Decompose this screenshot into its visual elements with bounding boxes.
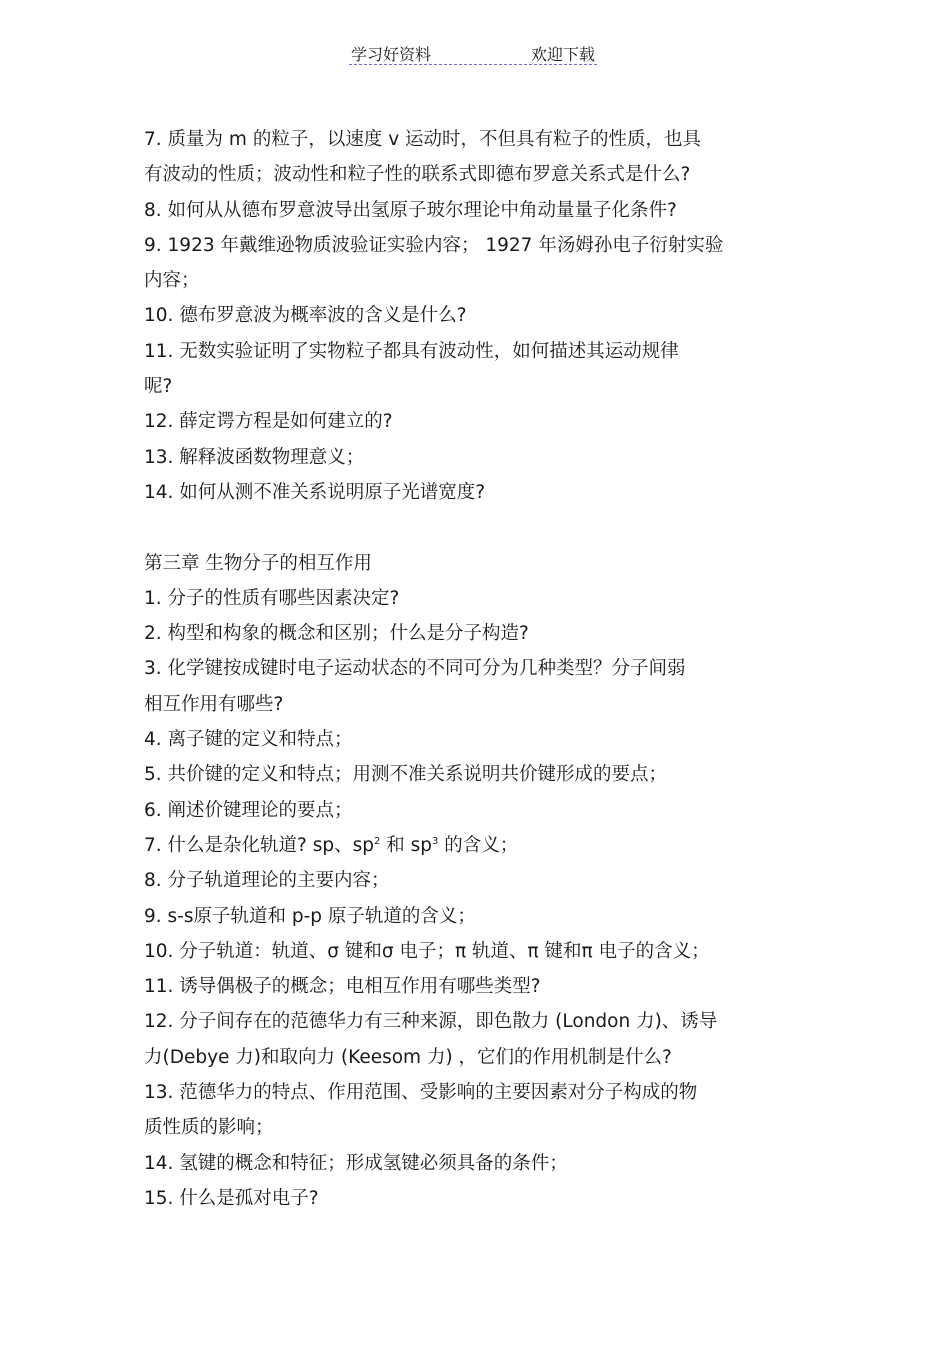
question-line: 14. 氢键的概念和特征；形成氢键必须具备的条件； xyxy=(144,1152,568,1174)
question-line: 6. 阐述价键理论的要点； xyxy=(144,799,353,821)
item7-mid: 和 sp xyxy=(380,834,433,856)
question-line: 相互作用有哪些? xyxy=(144,693,284,715)
question-line: 8. 如何从从德布罗意波导出氢原子玻尔理论中角动量量子化条件? xyxy=(144,199,677,221)
item7-suffix: 的含义； xyxy=(438,834,519,856)
header-left-text: 学习好资料 xyxy=(351,45,432,64)
question-line: 15. 什么是孤对电子? xyxy=(144,1187,319,1209)
item7-prefix: 7. 什么是杂化轨道? sp、sp xyxy=(144,834,374,856)
section-gap xyxy=(144,510,824,545)
header-right-text: 欢迎下载 xyxy=(530,45,595,64)
question-line: 有波动的性质；波动性和粒子性的联系式即德布罗意关系式是什么? xyxy=(144,164,691,186)
question-line: 5. 共价键的定义和特点；用测不准关系说明共价键形成的要点； xyxy=(144,764,668,786)
question-line: 10. 德布罗意波为概率波的含义是什么? xyxy=(144,305,467,327)
question-line: 呢? xyxy=(144,376,173,398)
question-line: 12. 分子间存在的范德华力有三种来源，即色散力 (London 力)、诱导 xyxy=(144,1011,718,1033)
question-line: 9. s-s原子轨道和 p-p 原子轨道的含义； xyxy=(144,905,476,927)
superscript-2: 2 xyxy=(374,835,381,847)
chapter-title: 第三章 生物分子的相互作用 xyxy=(144,552,372,574)
question-line: 8. 分子轨道理论的主要内容； xyxy=(144,870,390,892)
question-line: 13. 范德华力的特点、作用范围、受影响的主要因素对分子构成的物 xyxy=(144,1082,698,1104)
question-line: 内容； xyxy=(144,270,200,292)
question-line: 力(Debye 力)和取向力 (Keesom 力) ，它们的作用机制是什么? xyxy=(144,1046,672,1068)
question-line: 质性质的影响； xyxy=(144,1117,274,1139)
question-line: 1. 分子的性质有哪些因素决定? xyxy=(144,587,400,609)
question-line-hybrid-orbital xyxy=(144,828,824,863)
question-line: 9. 1923 年戴维逊物质波验证实验内容； 1927 年汤姆孙电子衍射实验 xyxy=(144,234,724,256)
superscript-3: 3 xyxy=(432,835,439,847)
question-line: 11. 诱导偶极子的概念；电相互作用有哪些类型? xyxy=(144,976,541,998)
question-line: 7. 质量为 m 的粒子，以速度 v 运动时，不但具有粒子的性质，也具 xyxy=(144,129,702,150)
page-header xyxy=(349,40,597,65)
question-line: 3. 化学键按成键时电子运动状态的不同可分为几种类型？分子间弱 xyxy=(144,658,686,680)
question-line: 14. 如何从测不准关系说明原子光谱宽度? xyxy=(144,481,486,503)
question-line: 10. 分子轨道：轨道、σ 键和σ 电子；π 轨道、π 键和π 电子的含义； xyxy=(144,940,710,962)
question-line: 11. 无数实验证明了实物粒子都具有波动性，如何描述其运动规律 xyxy=(144,340,679,362)
question-line: 2. 构型和构象的概念和区别；什么是分子构造? xyxy=(144,623,529,645)
question-line: 12. 薛定谔方程是如何建立的? xyxy=(144,411,393,433)
question-line: 13. 解释波函数物理意义； xyxy=(144,446,365,468)
document-body xyxy=(144,122,824,1216)
question-line: 4. 离子键的定义和特点； xyxy=(144,729,353,751)
